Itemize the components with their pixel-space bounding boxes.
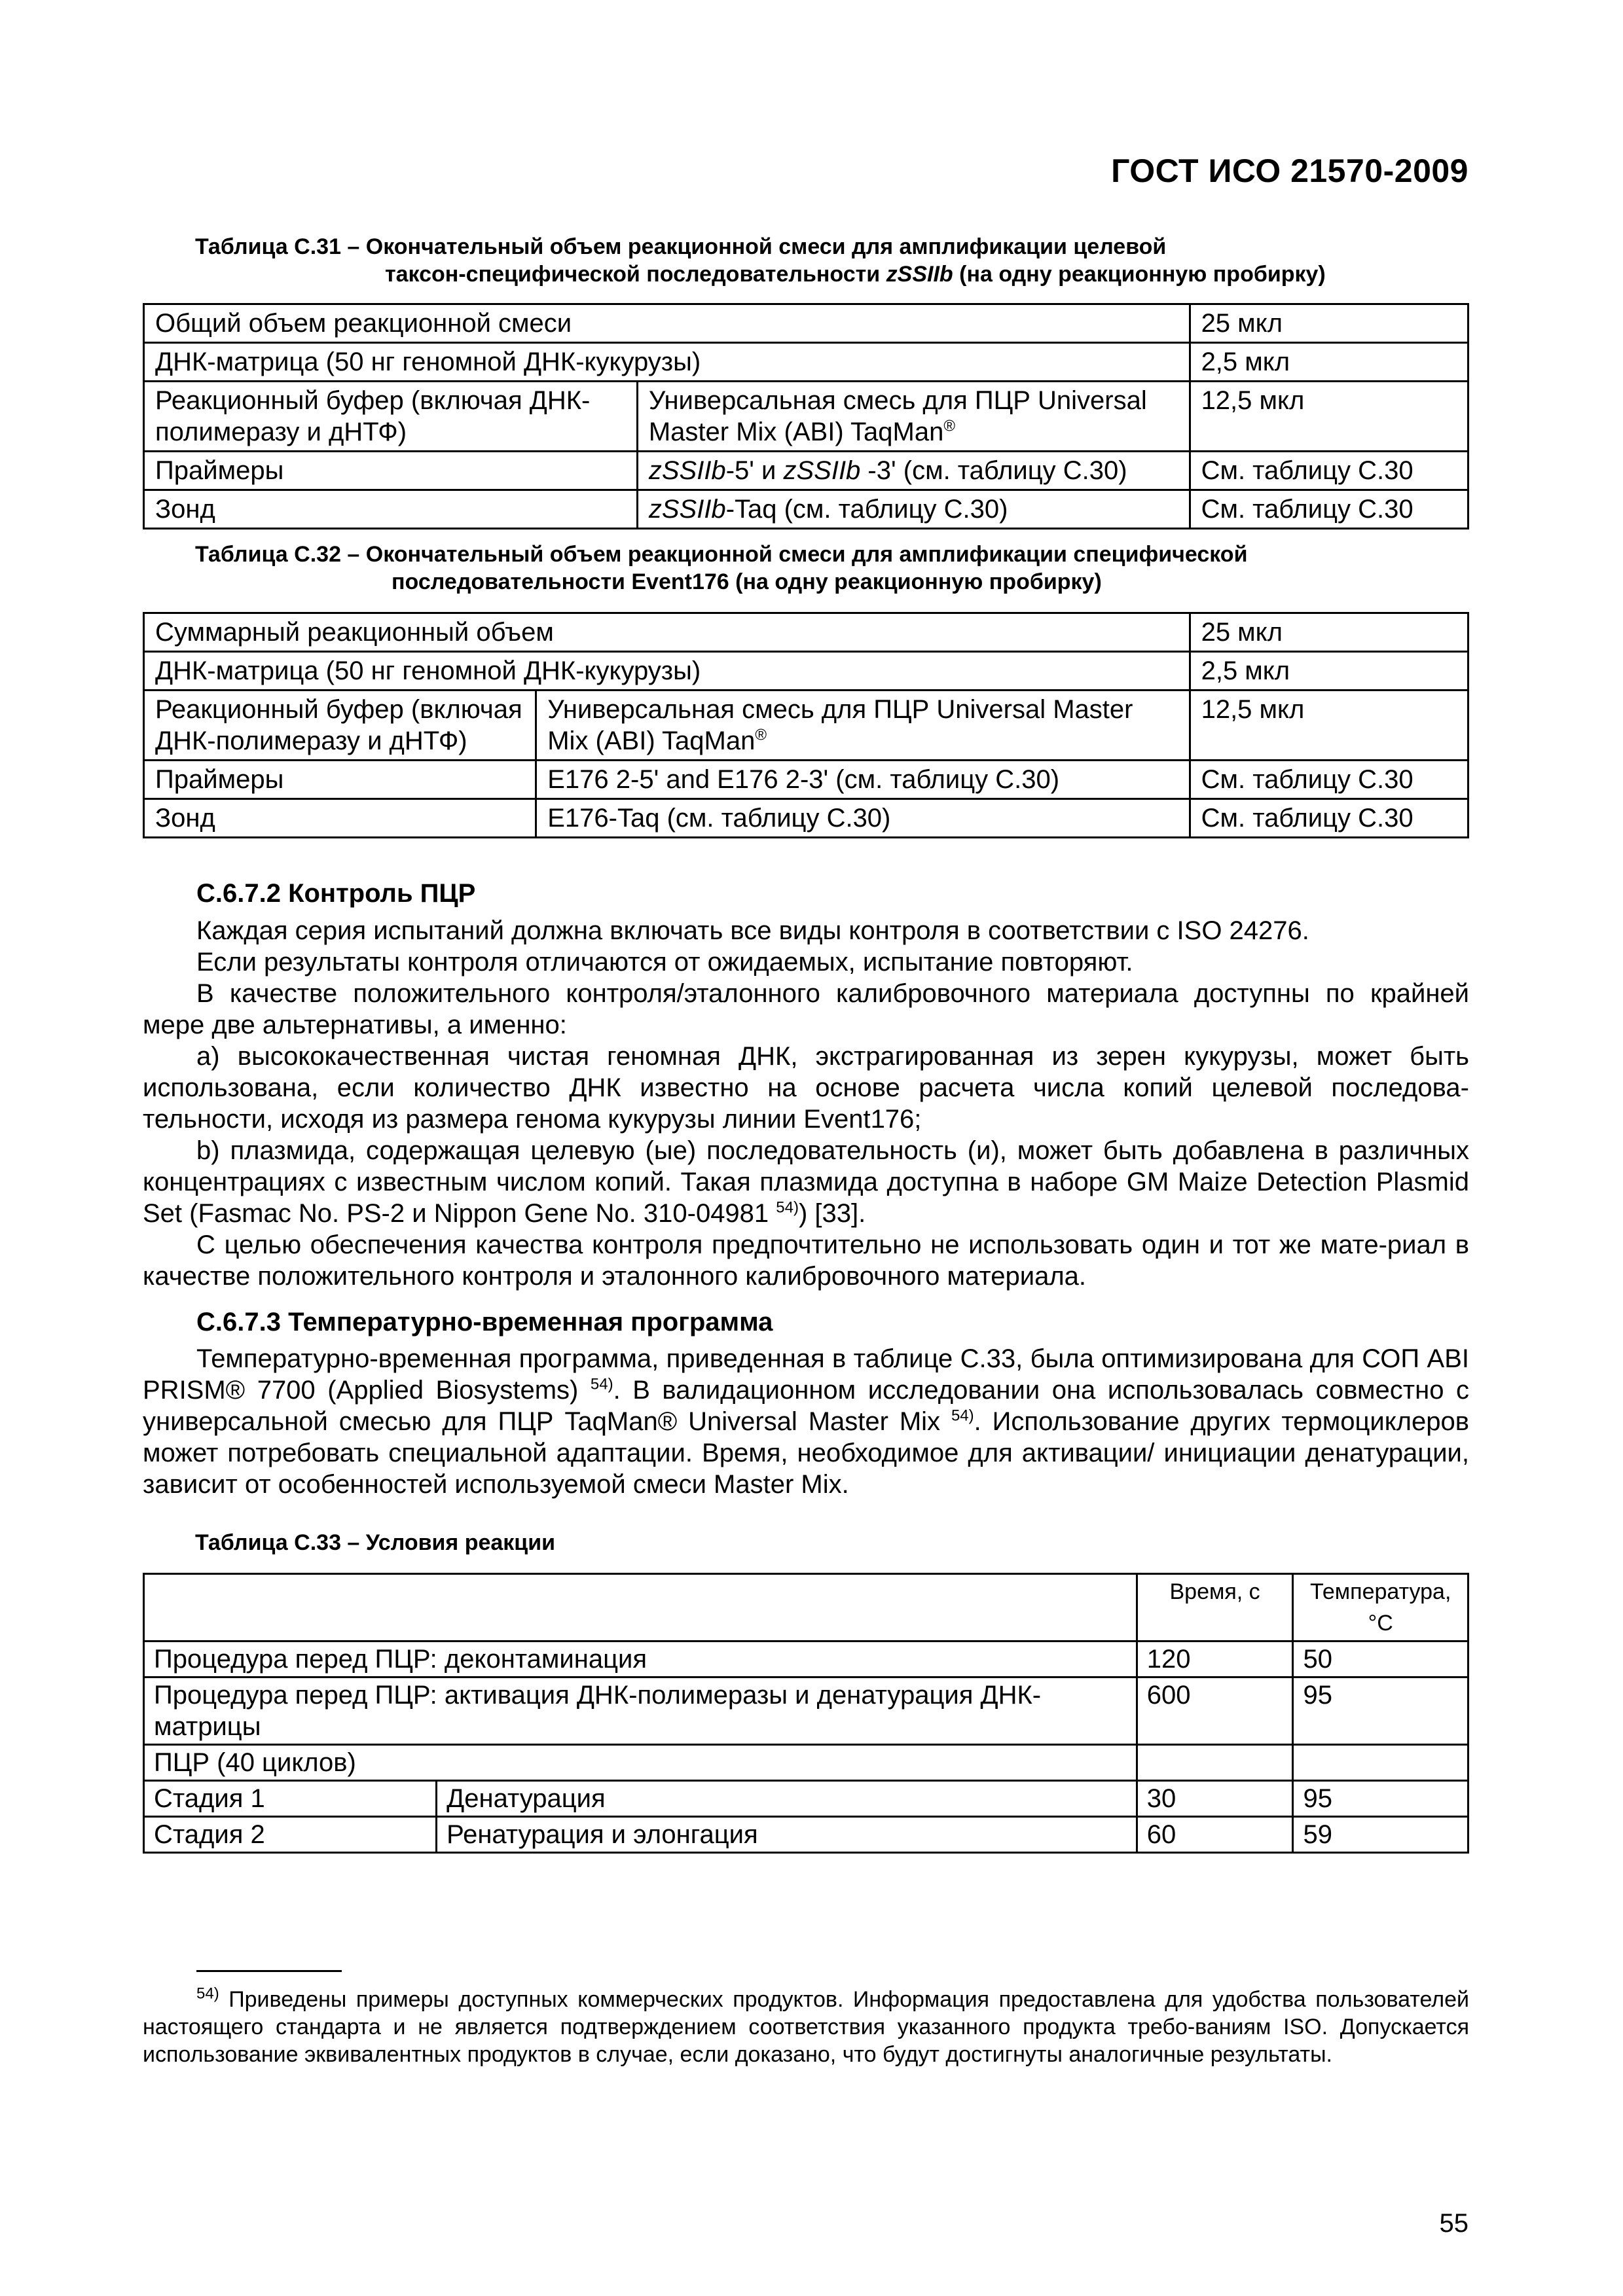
table32-total-label: Суммарный реакционный объем <box>144 613 1190 652</box>
table33-grid <box>143 1573 1469 1854</box>
table33-r2-temp: 95 <box>1293 1677 1468 1745</box>
table-row <box>144 304 1468 343</box>
table33-r3-time <box>1137 1745 1293 1781</box>
table32-primers-value: См. таблицу С.30 <box>1190 761 1468 799</box>
paragraph: Каждая серия испытаний должна включать все виды контроля в соответствии с ISO 24276. <box>196 916 1309 945</box>
table32-primers-desc: E176 2-5' and E176 2-3' (см. таблицу С.30) <box>536 761 1190 799</box>
table-row <box>144 1817 1468 1853</box>
paragraph: a) высококачественная чистая геномная ДНК, экстрагированная из зерен кукурузы, может быть использована, если количество ДНК известно на основе расчета числа копий целевой последова-тельности, исходя из размера генома кукурузы линии Event176; <box>143 1042 1469 1134</box>
table31-total-value: 25 мкл <box>1190 304 1468 343</box>
table32-dna-value: 2,5 мкл <box>1190 652 1468 691</box>
table33-r1-temp: 50 <box>1293 1641 1468 1677</box>
table32-total-value: 25 мкл <box>1190 613 1468 652</box>
paragraph: Температурно-временная программа, приведенная в таблице С.33, была оптимизирована для СОП ABI PRISM® 7700 (Applied Biosystems) $^{54)}$. В валидационном исследовании она использовалась совместно с универсальной смесью для ПЦР TaqMan® Universal Master Mix $^{54)}$. Использование других термоциклеров может потребовать специальной адаптации. Время, необходимое для активации/ инициации денатурации, зависит от особенностей используемой смеси Master Mix. <box>143 1344 1469 1499</box>
paragraph: В качестве положительного контроля/эталонного калибровочного материала доступны по крайней мере две альтернативы, а именно: <box>143 979 1469 1039</box>
table-row <box>144 1677 1468 1745</box>
table32-probe-label: Зонд <box>144 799 536 838</box>
table31-dna-label: ДНК-матрица (50 нг геномной ДНК-кукурузы) <box>144 343 1190 382</box>
section-673-body <box>143 1343 1469 1500</box>
table32-caption-line2: последовательности Event176 (на одну реакционную пробирку) <box>392 569 1102 594</box>
footnote-ref: 54) <box>776 1198 799 1217</box>
table33-r4-step: Денатурация <box>437 1781 1137 1817</box>
paragraph: Если результаты контроля отличаются от ожидаемых, испытание повторяют. <box>196 948 1133 977</box>
footnote-mark: 54) <box>196 1984 219 2003</box>
table31-buffer-desc: Универсальная смесь для ПЦР Universal Master Mix (ABI) TaqMan® <box>637 382 1190 452</box>
table33-header-blank <box>144 1574 1137 1641</box>
table-row <box>144 490 1468 529</box>
table-row <box>144 761 1468 799</box>
table33-col-temp: Температура, °С <box>1293 1574 1468 1641</box>
table32-buffer-value: 12,5 мкл <box>1190 691 1468 761</box>
table31-probe-label: Зонд <box>144 490 638 529</box>
table33-r2-time: 600 <box>1137 1677 1293 1745</box>
table-row <box>144 1641 1468 1677</box>
footnote <box>143 1986 1469 2068</box>
table31-total-label: Общий объем реакционной смеси <box>144 304 1190 343</box>
table31-caption-line1: Таблица С.31 – Окончательный объем реакционной смеси для амплификации целевой <box>195 234 1167 259</box>
footnote-separator <box>196 1970 342 1972</box>
table-row <box>144 613 1468 652</box>
section-672-heading: С.6.7.2 Контроль ПЦР <box>196 879 476 908</box>
table-row <box>144 799 1468 838</box>
table31-caption-line2: таксон-специфической последовательности zSSIIb (на одну реакционную пробирку) <box>385 262 1326 287</box>
table32-primers-label: Праймеры <box>144 761 536 799</box>
table33-r3-label: ПЦР (40 циклов) <box>144 1745 1137 1781</box>
section-673-heading: С.6.7.3 Температурно-временная программа <box>196 1308 773 1336</box>
section-672-body <box>143 915 1469 1292</box>
table31-probe-value: См. таблицу С.30 <box>1190 490 1468 529</box>
table-row <box>144 1781 1468 1817</box>
table-row <box>144 382 1468 452</box>
table33-r4-temp: 95 <box>1293 1781 1468 1817</box>
table-row <box>144 343 1468 382</box>
table33-col-time: Время, с <box>1137 1574 1293 1641</box>
table31 <box>143 303 1469 529</box>
page-number: 55 <box>1439 2209 1468 2238</box>
table32-buffer-label: Реакционный буфер (включая ДНК-полимеразу и дНТФ) <box>144 691 536 761</box>
table33-r4-time: 30 <box>1137 1781 1293 1817</box>
document-header: ГОСТ ИСО 21570-2009 <box>1111 152 1468 189</box>
paragraph: С целью обеспечения качества контроля предпочтительно не использовать один и тот же мате-риал в качестве положительного контроля и эталонного калибровочного материала. <box>143 1230 1469 1291</box>
table32-buffer-desc: Универсальная смесь для ПЦР Universal Master Mix (ABI) TaqMan® <box>536 691 1190 761</box>
table33-r1-label: Процедура перед ПЦР: деконтаминация <box>144 1641 1137 1677</box>
table-row <box>144 652 1468 691</box>
table31-buffer-value: 12,5 мкл <box>1190 382 1468 452</box>
table31-probe-desc: zSSIIb-Taq (см. таблицу С.30) <box>637 490 1190 529</box>
table33-r5-step: Ренатурация и элонгация <box>437 1817 1137 1853</box>
table-row <box>144 691 1468 761</box>
table32-probe-desc: E176-Taq (см. таблицу С.30) <box>536 799 1190 838</box>
table33-r1-time: 120 <box>1137 1641 1293 1677</box>
table31-dna-value: 2,5 мкл <box>1190 343 1468 382</box>
table32-caption-line1: Таблица С.32 – Окончательный объем реакционной смеси для амплификации специфической <box>195 542 1248 567</box>
table-row <box>144 1574 1468 1641</box>
table33-r5-temp: 59 <box>1293 1817 1468 1853</box>
table32-probe-value: См. таблицу С.30 <box>1190 799 1468 838</box>
footnote-ref: 54) <box>590 1375 613 1393</box>
table33-r5-time: 60 <box>1137 1817 1293 1853</box>
table31-primers-label: Праймеры <box>144 452 638 490</box>
table33-r3-temp <box>1293 1745 1468 1781</box>
table33-r4-stage: Стадия 1 <box>144 1781 437 1817</box>
footnote-text: Приведены примеры доступных коммерческих продуктов. Информация предоставлена для удобства пользователей настоящего стандарта и не является подтверждением соответствия указанного продукта требо-ваниям ISO. Допускается использование эквивалентных продуктов в случае, если доказано, что будут достигнуты аналогичные результаты. <box>143 1987 1469 2067</box>
table32-dna-label: ДНК-матрица (50 нг геномной ДНК-кукурузы) <box>144 652 1190 691</box>
table33-r2-label: Процедура перед ПЦР: активация ДНК-полимеразы и денатурация ДНК-матрицы <box>144 1677 1137 1745</box>
table31-primers-desc: zSSIIb-5' и zSSIIb -3' (см. таблицу С.30) <box>637 452 1190 490</box>
table32 <box>143 612 1469 838</box>
table32-caption <box>195 541 1247 596</box>
table-row <box>144 1745 1468 1781</box>
paragraph: b) плазмида, содержащая целевую (ые) последовательность (и), может быть добавлена в различных концентрациях с известным числом копий. Такая плазмида доступна в наборе GM Maize Detection Plasmid Set (Fasmac No. PS-2 и Nippon Gene No. 310-04981 $^{54)}$) [33]. <box>143 1136 1469 1228</box>
table31-primers-value: См. таблицу С.30 <box>1190 452 1468 490</box>
table33-caption: Таблица С.33 – Условия реакции <box>195 1530 556 1555</box>
table33-r5-stage: Стадия 2 <box>144 1817 437 1853</box>
footnote-ref: 54) <box>951 1407 974 1425</box>
table-row <box>144 452 1468 490</box>
table31-buffer-label: Реакционный буфер (включая ДНК-полимеразу и дНТФ) <box>144 382 638 452</box>
table31-caption <box>195 233 1326 288</box>
